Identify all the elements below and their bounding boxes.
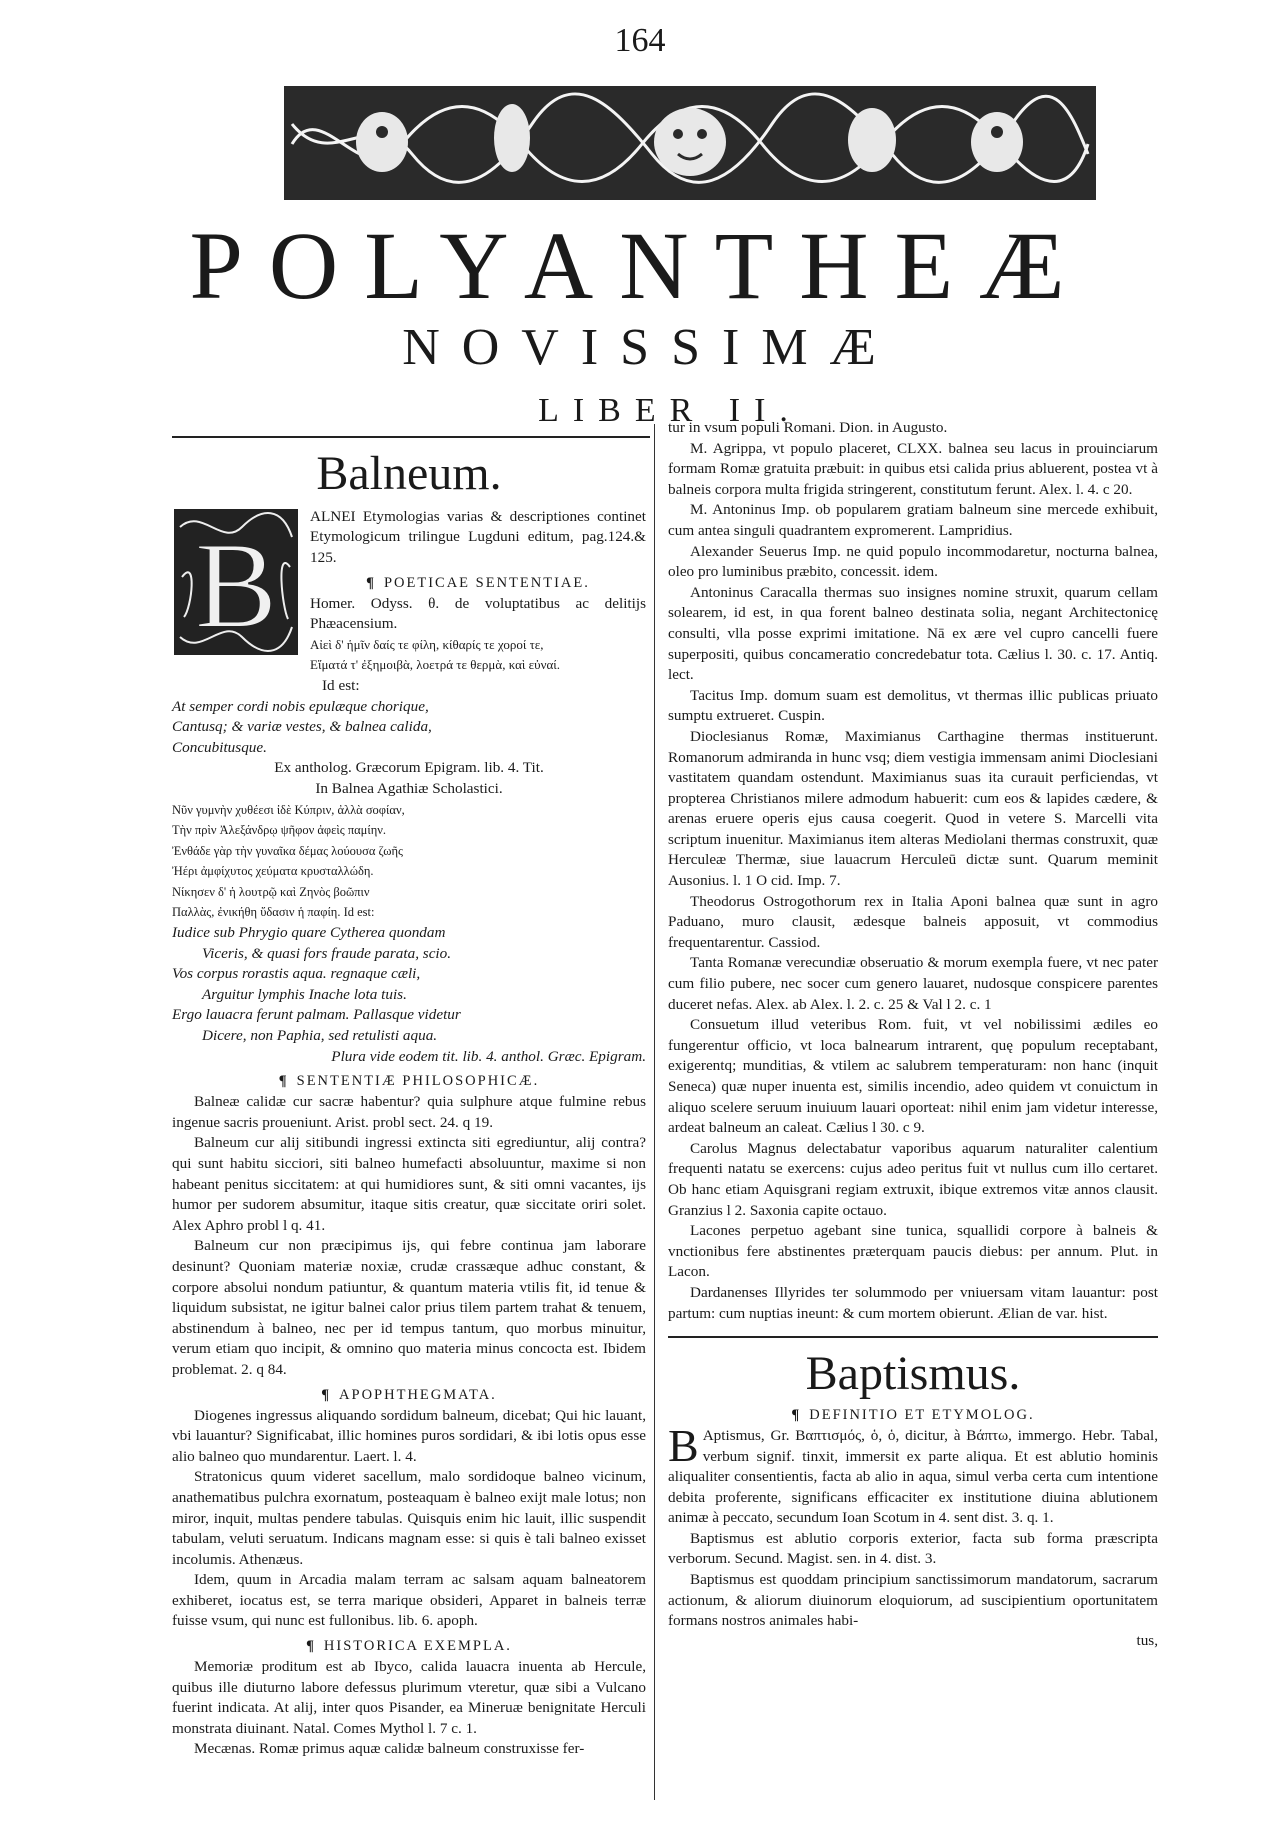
paragraph: Baptismus est ablutio corporis exterior, facta sub forma præscripta verborum. Secund. Magist. sen. in 4. dist. 3. (668, 1529, 1158, 1568)
paragraph: Tanta Romanæ verecundiæ obseruatio & morum exempla fuere, vt nec pater cum filio pubere, nec socer cum genero lauaret, nudosque conspicere parentes duceret nefas. Alex. ab Alex. l. 2. c. 25 & Val l 2. c. 1 (668, 954, 1158, 1013)
catchword: tus, (1136, 1631, 1158, 1649)
svg-text:B: B (194, 516, 278, 654)
greek-line: Ἐνθάδε γὰρ τὴν γυναῖκα δέμας λούουσα ζωῆς (172, 843, 403, 858)
verse-line: Vos corpus rorastis aqua. regnaque cæli, (172, 965, 421, 983)
book-title: POLYANTHEÆ (189, 212, 1091, 319)
section-heading-apophthegmata (172, 1387, 646, 1404)
paragraph (668, 1419, 1158, 1529)
dropcap-b-icon (172, 507, 300, 657)
verse-line: Viceris, & quasi fors fraude parata, scio. (202, 944, 452, 962)
source-line: In Balnea Agathiæ Scholastici. (315, 779, 503, 797)
left-column-rule (172, 436, 650, 438)
greek-line: Τὴν πρὶν Ἀλεξάνδρῳ ψῆφον ἀφεὶς παμίην. (172, 823, 387, 838)
paragraph: tur in vsum populi Romani. Dion. in Augusto. (668, 419, 948, 436)
paragraph: Theodorus Ostrogothorum rex in Italia Aponi balnea quæ sunt in agro Paduano, muro clausit, ædesque balneis apposuit, vt commodius frequentarentur. Cassiod. (668, 892, 1158, 951)
paragraph: Dioclesianus Romæ, Maximianus Carthagine thermas instituerunt. Romanorum admiranda in hunc vsq; diem vestigia immensam animi Dioclesiani vastitatem quandam ostendunt. Maximianus suas ita curauit perficiendas, vt propterea Christianos milere admodum habuerit: cum eos & lapides cædere, & arenas eruere operis ejus causa coegerit. Quod in vetere S. Marcelli vita scriptum inuenitur. Maximianus item alteras Mediolani thermas construxit, quæ Herculeæ Thermæ, siue lauacrum Herculeū dictæ sunt. Quarum meminit Ausonius. l. 1 O cid. Imp. 7. (668, 727, 1158, 890)
paragraph-mark-icon: ¶ (366, 574, 376, 591)
paragraph: Mecænas. Romæ primus aquæ calidæ balneum construxisse fer- (194, 1740, 585, 1758)
reference-line: Plura vide eodem tit. lib. 4. anthol. Græc. Epigram. (331, 1047, 646, 1065)
paragraph: Alexander Seuerus Imp. ne quid populo incommodaretur, nocturna balnea, oleo pro luminibus præbito, concessit. idem. (668, 542, 1158, 581)
paragraph: Balneum cur alij sitibundi ingressi extincta siti egrediuntur, alij contra? qui sunt habitu sicciori, siti balneo humefacti absoluuntur, maxime si non habeant penitus siccitatem: at qui humidiores sunt, & siti omni vacantes, ijs humor per sudorem absumitur, itaque sitis creatur, quæ siccitate oriri solet. Alex Aphro probl l q. 41. (172, 1134, 646, 1234)
verse-line: Arguitur lymphis Inache lota tuis. (202, 985, 407, 1003)
greek-line: Ἠέρι ἀμφίχυτος χεύματα κρυσταλλώδη. (172, 864, 374, 879)
paragraph-mark-icon: ¶ (791, 1406, 802, 1423)
intro-text: ALNEI Etymologias varias & descriptiones continet Etymologicum trilingue Lugduni editum, pag.124.& 125. (310, 507, 646, 566)
left-column (172, 446, 646, 1760)
greek-line: Εἵματά τ' ἐξημοιβὰ, λοετρά τε θερμὰ, καὶ εὐναί. (310, 657, 561, 673)
paragraph-mark-icon: ¶ (306, 1638, 316, 1655)
verse-line: Concubitusque. (172, 738, 267, 756)
paragraph: Carolus Magnus delectabatur vaporibus aquarum naturaliter calentium frequenti natatu se exercens: cujus adeo peritus fuit vt nullus cum illo certaret. Ob hanc etiam Aquisgrani regiam extruxit, ibique extremos vitæ annos clausit. Granzius l 2. Saxonia capite octauo. (668, 1139, 1158, 1219)
heading-text: HISTORICA EXEMPLA. (323, 1638, 512, 1655)
entry-title-baptismus: Baptismus. (805, 1347, 1021, 1401)
verse-line: Dicere, non Paphia, sed retulisti aqua. (202, 1027, 438, 1045)
paragraph: Dardanenses Illyrides ter solummodo per vniuersam vitam lauantur: post partum: cum nuptias ineunt: & cum mortem obierunt. Ælian de var. hist. (668, 1283, 1158, 1322)
paragraph: Stratonicus quum videret sacellum, malo sordidoque balneo vicinum, anathematibus pulchra exornatum, posteaquam è balneo exijt male lotus; non miror, inquit, multas pendere tabulas. Quisquis enim hic lauit, illic suspendit tabulam, veluti seruatum. Indicans magnam esse: si quis è tali balneo exisset incolumis. Athenæus. (172, 1468, 646, 1568)
verse-line: Ergo lauacra ferunt palmam. Pallasque videtur (172, 1006, 461, 1024)
book-subtitle: NOVISSIMÆ (402, 319, 898, 376)
paragraph: Consuetum illud veteribus Rom. fuit, vt vel nobilissimi ædiles eo fungerentur officio, vt loca balnearum intrarent, quę populum receptabant, exigerentq; munditias, & vtilem ac salubrem temperaturam: non hanc (inquit Seneca) quæ nuper inuenta est, similis incendio, adeo quidem vt conuictum in aliquo scelere seruum inuiuum lauari oporteat: nihil enim jam videtur interesse, ardeat balneum an caleat. Cælius l 30. c 9. (668, 1016, 1158, 1137)
verse-line: Iudice sub Phrygio quare Cytherea quondam (172, 924, 446, 942)
paragraph: Balneæ calidæ cur sacræ habentur? quia sulphure atque fulmine rebus ingenue sacris proueniunt. Arist. probl sect. 24. q 19. (172, 1093, 646, 1131)
paragraph: Baptismus est quoddam principium sanctissimorum mandatorum, sacrarum actionum, & aliorum diuinorum eloquiorum, ad suscipientium oportunitatem formans nostros animales habi- (668, 1571, 1158, 1630)
heading-text: APOPHTHEGMATA. (339, 1386, 497, 1403)
paragraph: M. Antoninus Imp. ob popularem gratiam balneum sine mercede exhibuit, cum antea singuli quadrantem expromerent. Lampridius. (668, 501, 1158, 539)
poem-line: Homer. Odyss. θ. de voluptatibus ac delitijs Phæacensium. (310, 594, 646, 633)
paragraph: Antoninus Caracalla thermas suo insignes nomine struxit, quarum cellam solearem, id est, in qua forent balneo destinata solia, negant Architectonicę consulti, vlla posse exprimi imitatione. Nā ex ære vel cupro cancelli fuere superpositi, quibus concameratio concredebatur tota. Cælius l. 30. c. 17. Antiq. lect. (668, 583, 1158, 684)
paragraph-mark-icon: ¶ (278, 1073, 289, 1090)
greek-line: Αἰεὶ δ' ἡμῖν δαίς τε φίλη, κίθαρίς τε χοροί τε, (310, 636, 544, 652)
greek-line: Παλλὰς, ἐνικήθη ὕδασιν ἡ παφίη. Id est: (172, 905, 375, 920)
right-column-rule (668, 1336, 1158, 1338)
dropcap-b-letter: B (668, 1419, 699, 1471)
paragraph: Lacones perpetuo agebant sine tunica, squallidi corpore à balneis & vnctionibus fere abstinentes præterquam paucis diebus: per annum. Plut. in Lacon. (668, 1222, 1158, 1281)
greek-line: Νῦν γυμνὴν χυθέεσι ἰδὲ Κύπριν, ἀλλὰ σοφίαν, (172, 802, 405, 817)
paragraph: M. Agrippa, vt populo placeret, CLXX. balnea seu lacus in prouinciarum formam Romæ gratuita præbuit: in quibus etsi calida prius abluerent, postea vt à balneis corpora multa frigida stringerent, constitutum ferunt. Alex. l. 4. c 20. (668, 439, 1158, 498)
section-heading-philosophicae (172, 1073, 646, 1090)
paragraph: Memoriæ proditum est ab Ibyco, calida lauacra inuenta ab Hercule, quibus ille diuturno labore defessus plurimum vteretur, quæ sibi a Vulcano fuerint indicata. At alij, inter quos Pisander, ea Mineruæ benignitate Herculi monstrata diuinant. Natal. Comes Mythol l. 7 c. 1. (172, 1658, 646, 1737)
paragraph: Idem, quum in Arcadia malam terram ac salsam aquam balneatorem exhiberet, iocatus est, se terra marique obsideri, Apparet in balneis terræ fuisse vsum, qui nunc est fullonibus. lib. 6. apoph. (172, 1571, 646, 1630)
book-part: LIBER II. (538, 392, 802, 429)
section-heading-historica (172, 1638, 646, 1655)
entry-title-balneum: Balneum. (316, 447, 502, 500)
column-divider (654, 424, 655, 1800)
verse-line: At semper cordi nobis epulæque chorique, (172, 697, 429, 715)
source-line: Ex antholog. Græcorum Epigram. lib. 4. Tit. (274, 759, 544, 777)
paragraph: Diogenes ingressus aliquando sordidum balneum, dicebat; Qui hic lauant, vbi lauantur? Significabat, illic homines puros sordidari, & ibi lotis opus esse alio balneo quo mundarentur. Laert. l. 4. (172, 1406, 646, 1465)
heading-text: POETICAE SENTENTIAE. (383, 574, 590, 591)
right-column (668, 418, 1158, 1650)
paragraph-mark-icon: ¶ (321, 1386, 332, 1403)
greek-line: Νίκησεν δ' ἡ λουτρῷ καὶ Ζηνὸς βοῶπιν (172, 884, 370, 899)
verse-line: Cantusq; & variæ vestes, & balnea calida, (172, 718, 432, 736)
page-number: 164 (614, 22, 666, 59)
heading-text: DEFINITIO ET ETYMOLOG. (809, 1406, 1035, 1423)
id-est: Id est: (322, 676, 360, 694)
heading-text: SENTENTIÆ PHILOSOPHICÆ. (296, 1073, 540, 1090)
paragraph: Balneum cur non præcipimus ijs, qui febre continua jam laborare desinunt? Quoniam materiæ noxiæ, crudæ crassæque adhuc constant, & corpore absolui nondum patiuntur, & quantum materia vtilis fit, id tenue & liquidum subsistat, ne igitur balnei calor prius tilem partem trahat & tenuem, abstinendum à balneo, nec per id tempus tantum, quo morbus minuitur, verum etiam quo incipit, & omnino quo materia minus concocta est. Ibidem problemat. 2. q 84. (172, 1237, 646, 1378)
intro-block (172, 507, 646, 676)
paragraph-text: Aptismus, Gr. Βαπτισμός, ὁ, ὁ, dicitur, à Βάπτω, immergo. Hebr. Tabal, verbum signif. tinxit, immersit ex parte aliqua. Et est ablutio hominis aliqualiter consentientis, facta ab alio in aqua, simul verba certa cum intentione debita proferente, significans efficaciter ex institutione diuina ablutionem animæ à peccato, secundum Ioan Scotum in 4. sent dist. 3. q. 1. (668, 1426, 1158, 1527)
section-heading-definitio (668, 1407, 1158, 1424)
decorative-ornament-band (282, 84, 1098, 202)
paragraph: Tacitus Imp. domum suam est demolitus, vt thermas illic publicas priuato sumptu extrueret. Cuspin. (668, 686, 1158, 725)
